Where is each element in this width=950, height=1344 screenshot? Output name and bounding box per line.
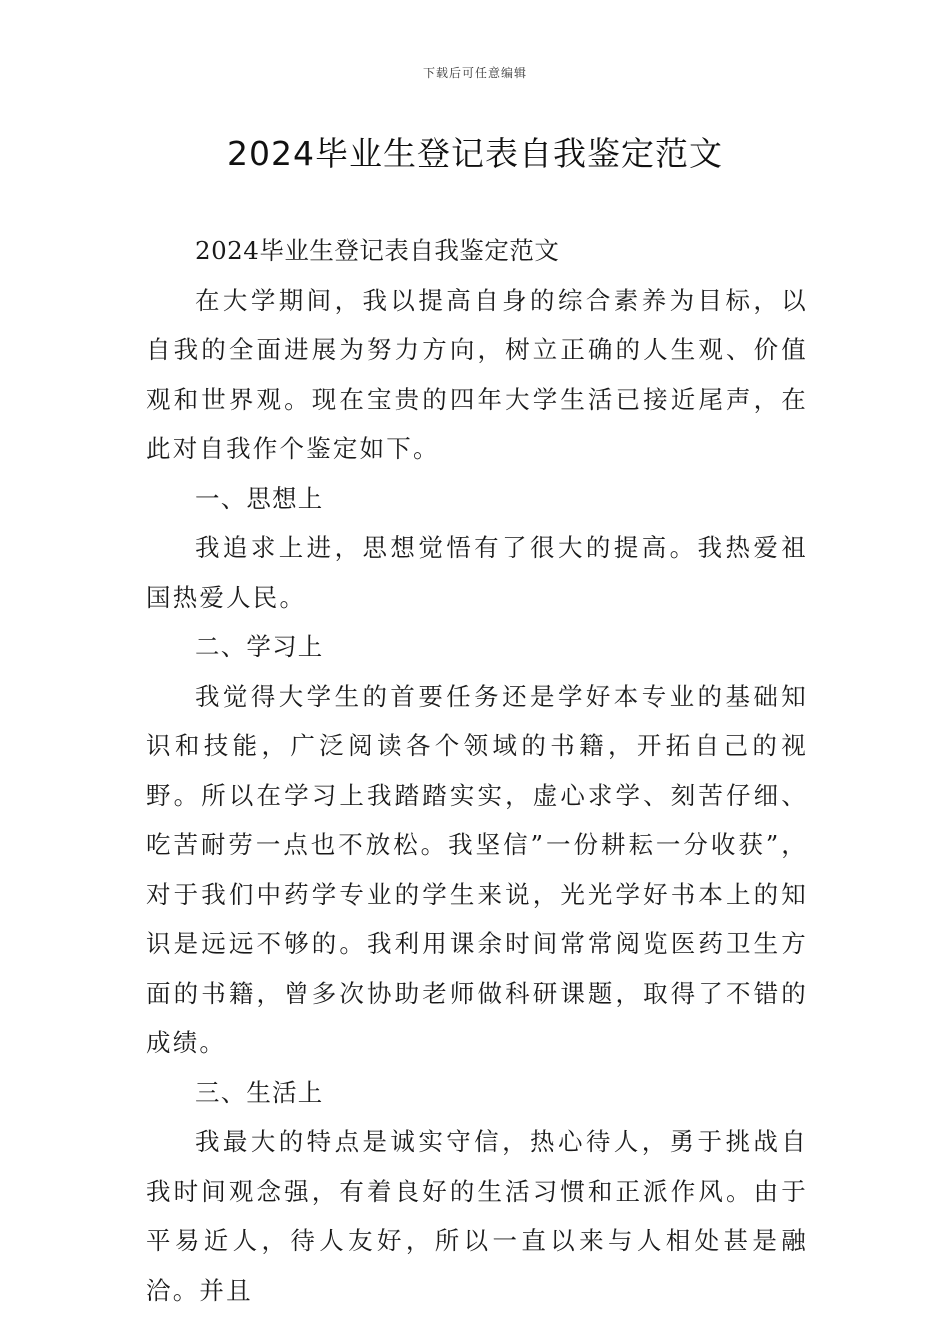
thought-paragraph: 我追求上进，思想觉悟有了很大的提高。我热爱祖国热爱人民。 [146, 533, 808, 612]
section-heading-study: 二、学习上 [195, 632, 324, 661]
life-paragraph: 我最大的特点是诚实守信，热心待人，勇于挑战自我时间观念强，有着良好的生活习惯和正派作风。由于平易近人，待人友好，所以一直以来与人相处甚是融洽。并且 [146, 1127, 808, 1305]
intro-paragraph: 在大学期间，我以提高自身的综合素养为目标，以自我的全面进展为努力方向，树立正确的人生观、价值观和世界观。现在宝贵的四年大学生活已接近尾声，在此对自我作个鉴定如下。 [146, 285, 808, 463]
body-subtitle: 2024毕业生登记表自我鉴定范文 [195, 236, 560, 265]
section-heading-life: 三、生活上 [195, 1077, 324, 1107]
document-body [146, 226, 808, 1315]
study-paragraph: 我觉得大学生的首要任务还是学好本专业的基础知识和技能，广泛阅读各个领域的书籍，开拓自己的视野。所以在学习上我踏踏实实，虚心求学、刻苦仔细、吃苦耐劳一点也不放松。我坚信”一份耕耘一分收获”，对于我们中药学专业的学生来说，光光学好书本上的知识是远远不够的。我利用课余时间常常阅览医药卫生方面的书籍，曾多次协助老师做科研课题，取得了不错的成绩。 [146, 681, 808, 1057]
document-title: 2024毕业生登记表自我鉴定范文 [227, 134, 723, 173]
section-heading-thought: 一、思想上 [195, 483, 324, 513]
header-note: 下载后可任意编辑 [422, 66, 527, 80]
